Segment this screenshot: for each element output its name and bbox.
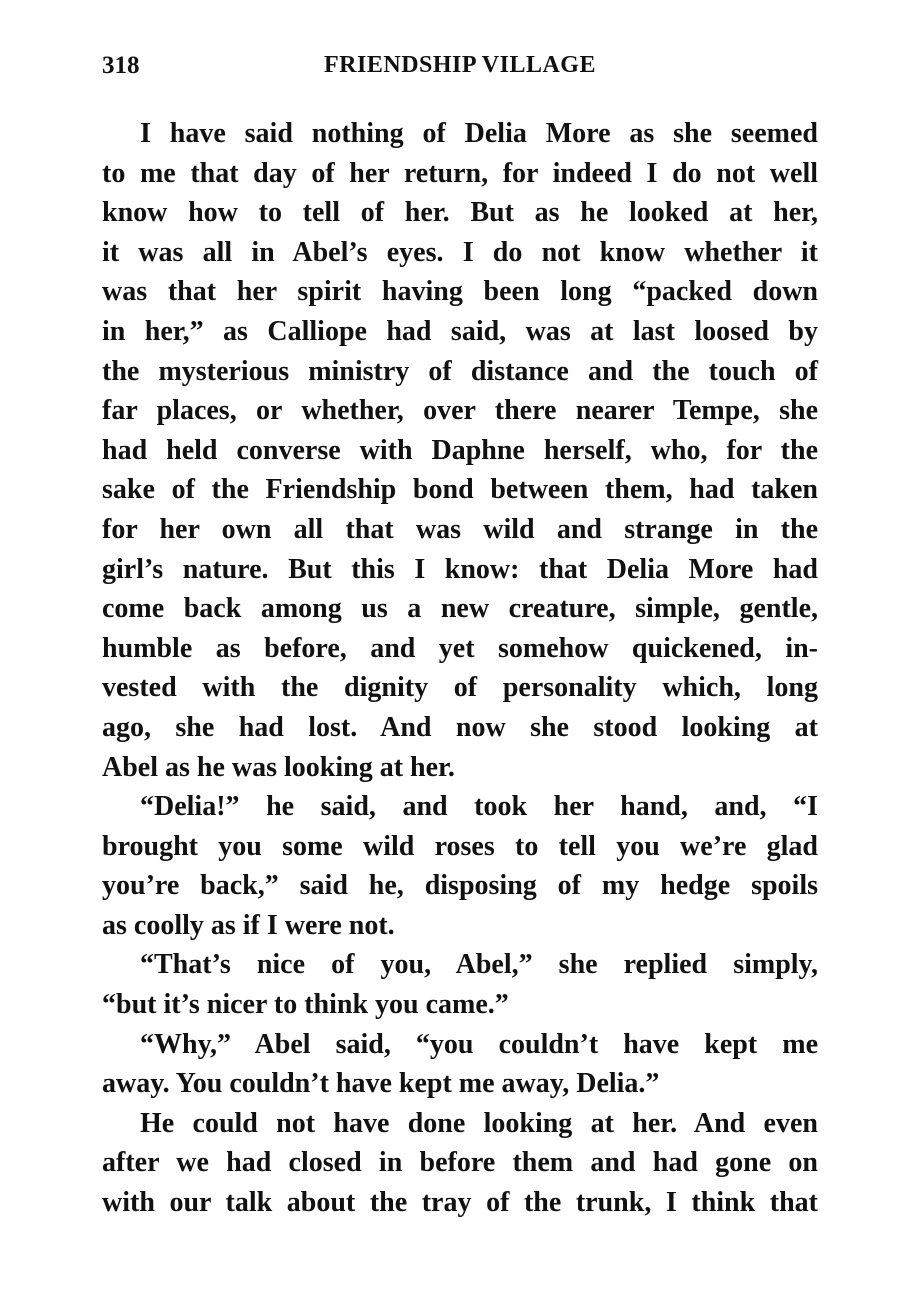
- text-line: “That’s nice of you, Abel,” she replied simply,: [140, 949, 818, 981]
- page-number: 318: [102, 52, 140, 79]
- text-line: sake of the Friendship bond between them, had taken: [102, 474, 818, 506]
- text-line: to me that day of her return, for indeed I do not well: [102, 157, 818, 189]
- text-line: it was all in Abel’s eyes. I do not know whether it: [102, 236, 818, 268]
- text-line: had held converse with Daphne herself, who, for the: [102, 434, 818, 466]
- text-line: ago, she had lost. And now she stood looking at: [102, 711, 818, 743]
- text-line: was that her spirit having been long “packed down: [102, 276, 818, 308]
- text-line: for her own all that was wild and strange in the: [102, 513, 818, 545]
- running-head: FRIENDSHIP VILLAGE: [324, 52, 596, 78]
- body-text: [102, 114, 818, 1223]
- text-line: the mysterious ministry of distance and the touch of: [102, 355, 818, 387]
- text-line: away. You couldn’t have kept me away, Delia.”: [102, 1068, 660, 1100]
- text-line: vested with the dignity of personality which, long: [102, 672, 818, 704]
- text-line: girl’s nature. But this I know: that Delia More had: [102, 553, 818, 585]
- text-line: as coolly as if I were not.: [102, 909, 395, 941]
- page-header: [102, 52, 818, 92]
- text-line: brought you some wild roses to tell you we’re glad: [102, 830, 818, 862]
- text-line: “Why,” Abel said, “you couldn’t have kept me: [140, 1028, 818, 1060]
- text-line: humble as before, and yet somehow quickened, in-: [102, 632, 818, 664]
- text-line: “but it’s nicer to think you came.”: [102, 989, 509, 1021]
- text-line: come back among us a new creature, simple, gentle,: [102, 593, 818, 625]
- text-line: in her,” as Calliope had said, was at last loosed by: [102, 315, 818, 347]
- text-line: “Delia!” he said, and took her hand, and, “I: [140, 791, 818, 823]
- text-line: He could not have done looking at her. And even: [140, 1107, 818, 1139]
- text-line: I have said nothing of Delia More as she seemed: [140, 118, 818, 149]
- text-line: know how to tell of her. But as he looked at her,: [102, 197, 818, 229]
- text-line: after we had closed in before them and had gone on: [102, 1147, 818, 1179]
- text-line: you’re back,” said he, disposing of my hedge spoils: [102, 870, 818, 902]
- text-line: Abel as he was looking at her.: [102, 751, 455, 783]
- text-line: with our talk about the tray of the trunk, I think that: [102, 1187, 818, 1219]
- text-line: far places, or whether, over there nearer Tempe, she: [102, 395, 818, 427]
